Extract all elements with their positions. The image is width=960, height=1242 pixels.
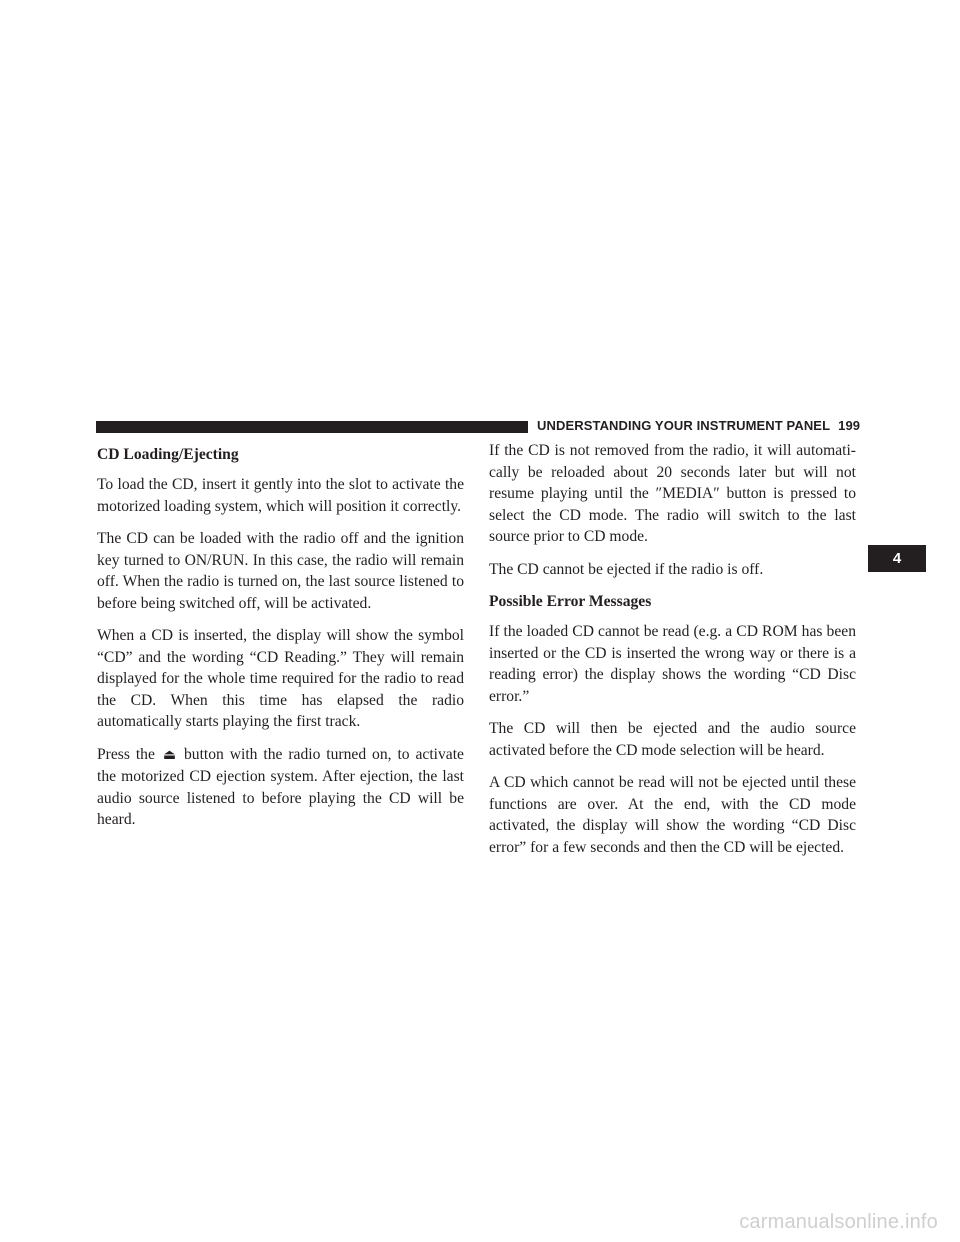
eject-text-after: button with the radio turned on, to activate the motorized CD ejection system. After ejection, the last audio source listened to before playing the CD will be heard.: [97, 745, 464, 828]
paragraph: The CD can be loaded with the radio off and the ignition key turned to ON/RUN. In this case, the radio will remain off. When the radio is turned on, the last source listened to before being switched off, will be activated.: [97, 530, 464, 612]
header-rule: [96, 421, 528, 433]
paragraph: When a CD is inserted, the display will show the symbol “CD” and the wording “CD Reading.” They will remain displayed for the whole time required for the radio to read the CD. When this time has elapsed the radio automatically starts playing the first track.: [97, 627, 464, 730]
page-number: 199: [838, 418, 861, 433]
section-title: UNDERSTANDING YOUR INSTRUMENT PANEL: [537, 418, 831, 433]
heading-error-messages: Possible Error Messages: [489, 593, 652, 610]
paragraph: The CD will then be ejected and the audio source activated before the CD mode selection will be heard.: [489, 720, 856, 759]
watermark: carmanualsonline.info: [739, 1211, 938, 1233]
paragraph: If the CD is not removed from the radio, it will automatically be reloaded about 20 seconds later but will not resume playing until the ″MEDIA″ button is pressed to select the CD mode. The radio will switch to the last source prior to CD mode.: [489, 442, 856, 545]
paragraph: The CD cannot be ejected if the radio is off.: [489, 560, 764, 578]
paragraph-eject: [97, 744, 464, 831]
heading-cd-loading: CD Loading/Ejecting: [97, 446, 239, 463]
paragraph: If the loaded CD cannot be read (e.g. a CD ROM has been inserted or the CD is inserted the wrong way or there is a reading error) the display shows the wording “CD Disc error.”: [489, 623, 856, 705]
running-header: [537, 418, 860, 433]
left-column: [97, 440, 464, 842]
eject-icon: ⏏: [162, 747, 177, 763]
chapter-tab: 4: [868, 545, 926, 572]
paragraph: A CD which cannot be read will not be ejected until these functions are over. At the end, with the CD mode activated, the display will show the wording “CD Disc error” for a few seconds and then the CD will be ejected.: [489, 774, 856, 856]
eject-text-before: Press the: [97, 745, 155, 763]
paragraph: To load the CD, insert it gently into the slot to activate the motorized loading system, which will position it correctly.: [97, 476, 464, 515]
right-column: [489, 440, 856, 869]
